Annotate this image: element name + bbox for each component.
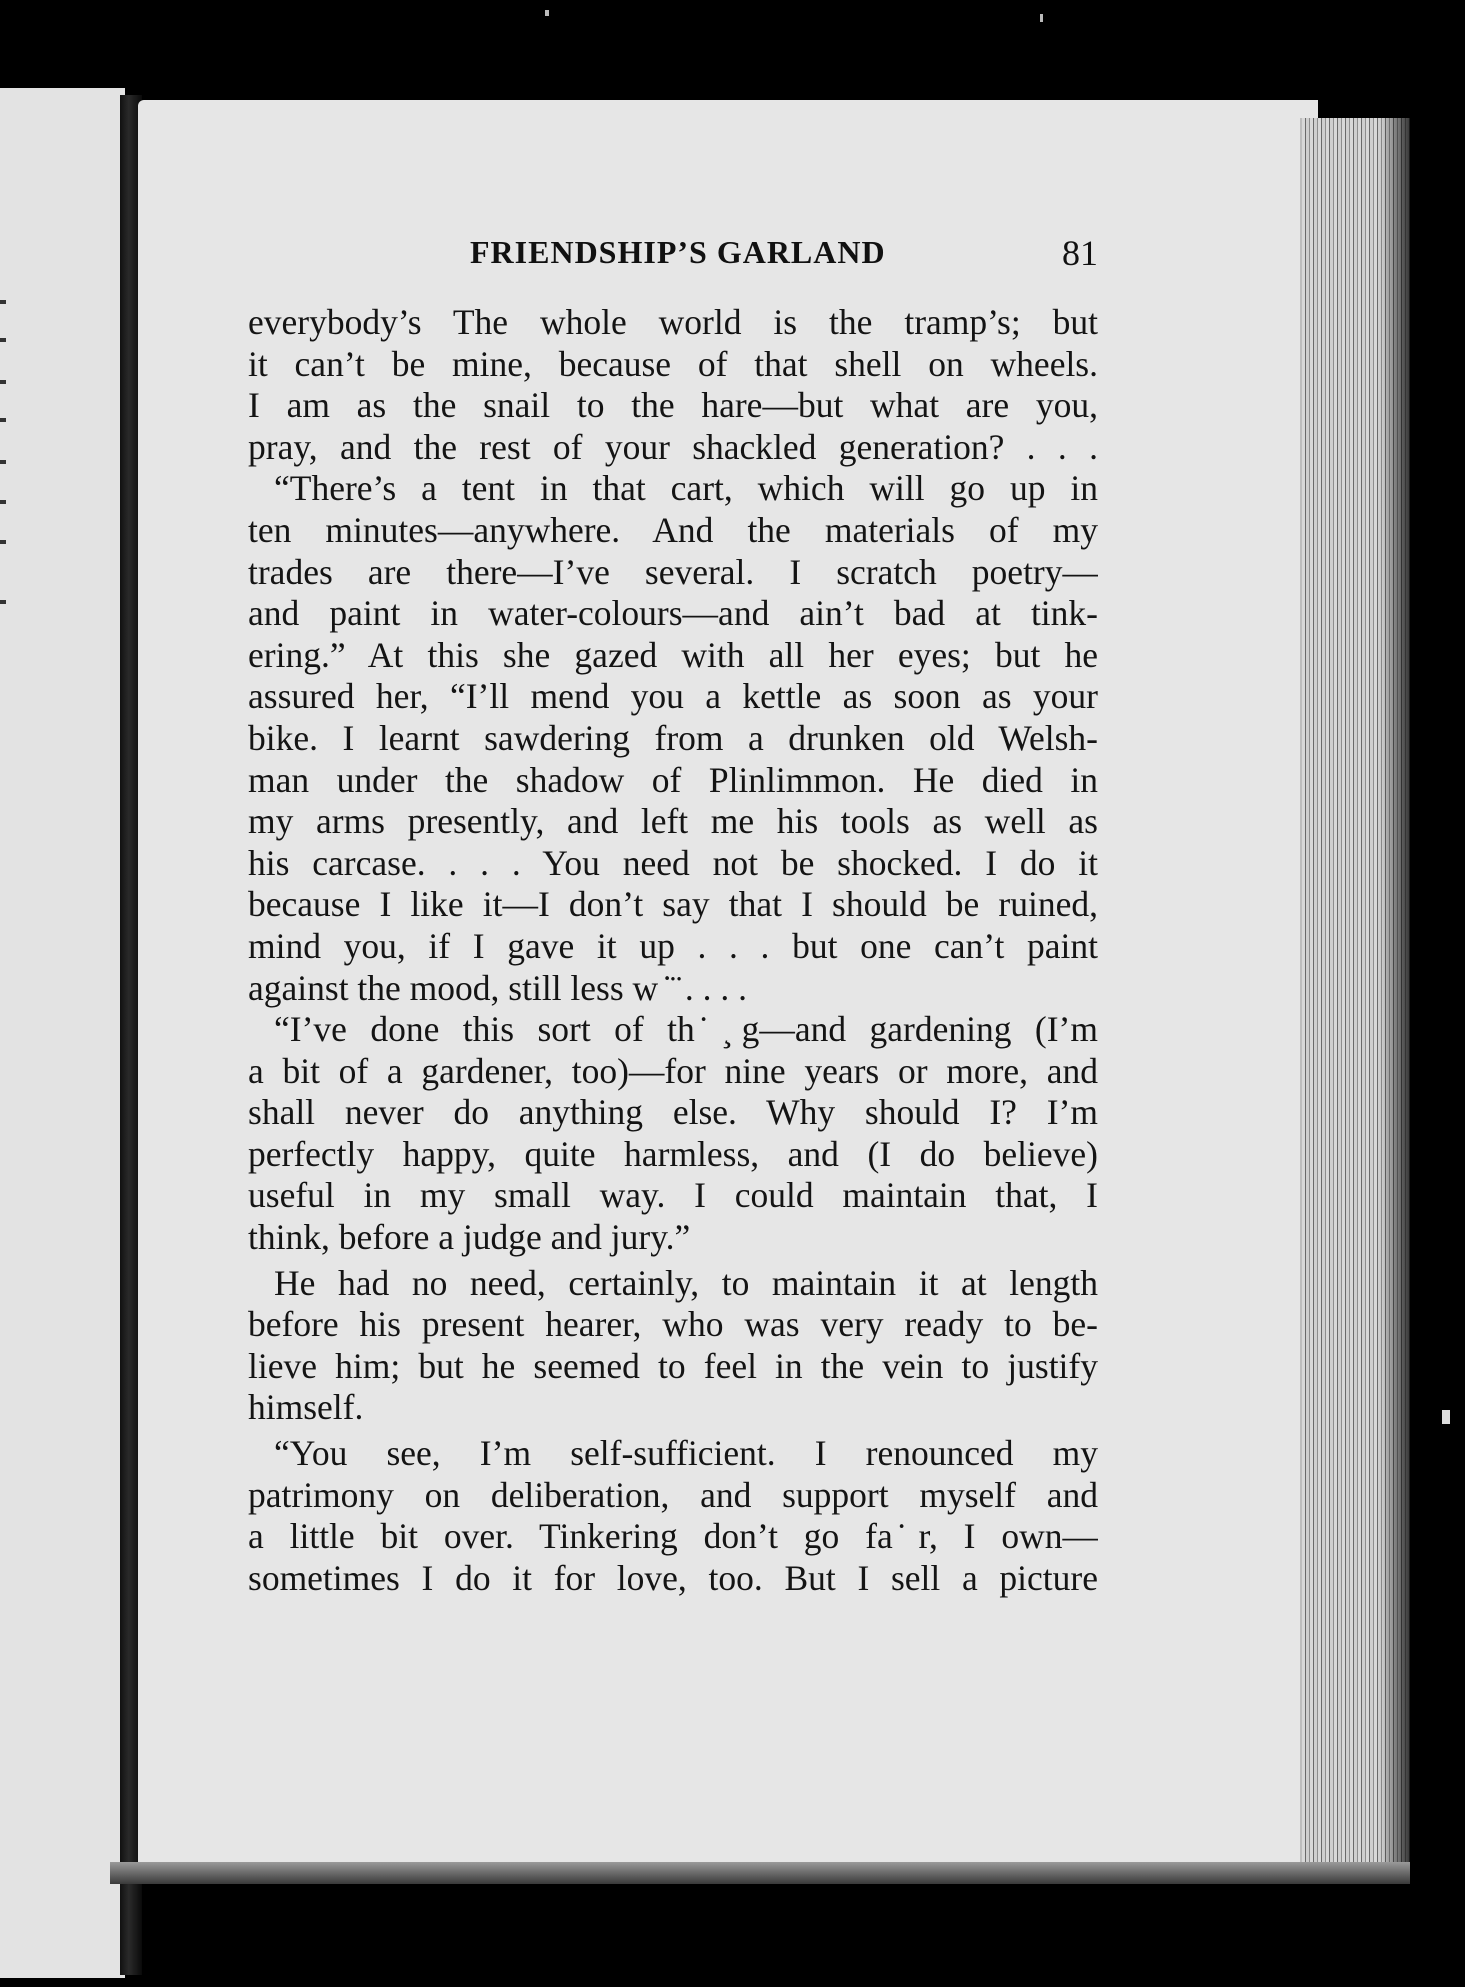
text-line: trades are there—I’ve several. I scratch poetry— (248, 551, 1098, 592)
page-bottom-edge (110, 1862, 1410, 1884)
text-line: bike. I learnt sawdering from a drunken old Welsh- (248, 717, 1098, 758)
text-line: assured her, “I’ll mend you a kettle as soon as your (248, 676, 1098, 717)
text-line: shall never do anything else. Why should I? I’m (248, 1092, 1098, 1133)
text-line: ten minutes—anywhere. And the materials of my (248, 509, 1098, 550)
text-line: because I like it—I don’t say that I should be ruined, (248, 884, 1098, 925)
text-line: He had no need, certainly, to maintain it at length (274, 1262, 1098, 1303)
text-line: against the mood, still less w ̇ ̈ . . . . (248, 967, 747, 1008)
text-line: and paint in water-colours—and ain’t bad at tink- (248, 593, 1098, 634)
text-line: his carcase. . . . You need not be shocked. I do it (248, 842, 1098, 883)
running-head: FRIENDSHIP’S GARLAND (470, 234, 886, 270)
facing-page-text-marks (0, 300, 12, 620)
text-line: perfectly happy, quite harmless, and (I do believe) (248, 1133, 1098, 1174)
text-line: pray, and the rest of your shackled generation? . . . (248, 426, 1098, 467)
text-line: man under the shadow of Plinlimmon. He died in (248, 759, 1098, 800)
facing-page-edge (0, 88, 125, 1978)
text-line: patrimony on deliberation, and support myself and (248, 1474, 1098, 1515)
page-number: 81 (1062, 233, 1098, 273)
text-line: “You see, I’m self-sufficient. I renounced my (274, 1433, 1098, 1474)
scan-speck (545, 10, 549, 16)
text-line: my arms presently, and left me his tools as well as (248, 801, 1098, 842)
scan-speck (1040, 14, 1043, 22)
text-line: “I’ve done this sort of th ̇ ̧g—and gardening (I’m (274, 1009, 1098, 1050)
text-line: it can’t be mine, because of that shell on wheels. (248, 343, 1098, 384)
scan-speck (1442, 1410, 1450, 1424)
text-line: I am as the snail to the hare—but what are you, (248, 385, 1098, 426)
text-line: useful in my small way. I could maintain that, I (248, 1175, 1098, 1216)
text-line: ering.” At this she gazed with all her eyes; but he (248, 634, 1098, 675)
fore-edge-shadow (1380, 118, 1410, 1883)
text-line: sometimes I do it for love, too. But I sell a picture (248, 1557, 1098, 1598)
text-line: mind you, if I gave it up . . . but one can’t paint (248, 925, 1098, 966)
text-line: a bit of a gardener, too)—for nine years or more, and (248, 1050, 1098, 1091)
text-line: himself. (248, 1387, 364, 1428)
page-header (0, 232, 1465, 292)
text-line: before his present hearer, who was very ready to be- (248, 1304, 1098, 1345)
text-line: lieve him; but he seemed to feel in the vein to justify (248, 1345, 1098, 1386)
text-line: a little bit over. Tinkering don’t go fa ̇r, I own— (248, 1516, 1098, 1557)
text-line: think, before a judge and jury.” (248, 1217, 691, 1258)
text-line: “There’s a tent in that cart, which will go up in (274, 468, 1098, 509)
text-line: everybody’s The whole world is the tramp’s; but (248, 302, 1098, 342)
body-text (248, 302, 1098, 1599)
